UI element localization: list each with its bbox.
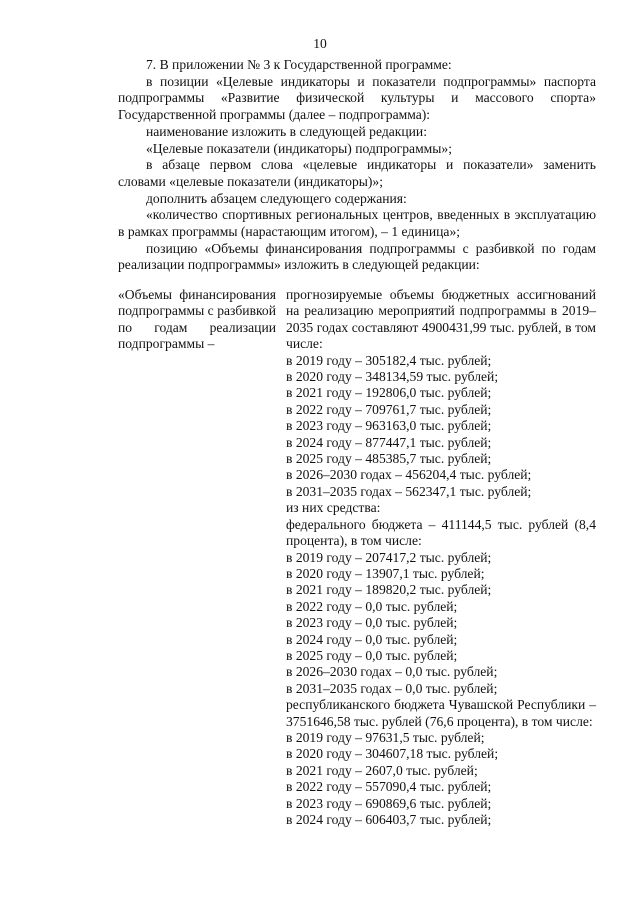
financing-passport-table: [118, 287, 596, 828]
financing-line: в 2024 году – 606403,7 тыс. рублей;: [286, 812, 492, 827]
financing-line: в 2026–2030 годах – 0,0 тыс. рублей;: [286, 664, 498, 680]
financing-line: в 2019 году – 305182,4 тыс. рублей;: [286, 352, 492, 368]
paragraph: позицию «Объемы финансирования подпрограммы с разбивкой по годам реализации подпрограммы» изложить в следующей редакции:: [118, 240, 596, 273]
financing-line: прогнозируемые объемы бюджетных ассигнований на реализацию мероприятий подпрограммы в 2019–2035 годах составляют 4900431,99 тыс. рублей, в том числе:: [286, 287, 596, 352]
financing-line: в 2024 году – 0,0 тыс. рублей;: [286, 631, 458, 647]
financing-line: в 2020 году – 13907,1 тыс. рублей;: [286, 565, 485, 581]
financing-line: в 2021 году – 2607,0 тыс. рублей;: [286, 762, 478, 778]
financing-line: в 2025 году – 485385,7 тыс. рублей;: [286, 451, 492, 467]
financing-line: в 2024 году – 877447,1 тыс. рублей;: [286, 434, 492, 450]
paragraph: дополнить абзацем следующего содержания:: [146, 190, 407, 206]
financing-line: в 2020 году – 304607,18 тыс. рублей;: [286, 746, 499, 762]
amendment-text: [118, 57, 596, 274]
financing-line: в 2031–2035 годах – 562347,1 тыс. рублей;: [286, 483, 532, 499]
financing-line: в 2023 году – 963163,0 тыс. рублей;: [286, 418, 492, 434]
financing-line: в 2023 году – 690869,6 тыс. рублей;: [286, 795, 492, 811]
paragraph: наименование изложить в следующей редакции:: [146, 123, 427, 139]
financing-line: в 2023 году – 0,0 тыс. рублей;: [286, 615, 458, 631]
financing-line: в 2022 году – 557090,4 тыс. рублей;: [286, 779, 492, 795]
financing-line: в 2031–2035 годах – 0,0 тыс. рублей;: [286, 680, 498, 696]
paragraph: в позиции «Целевые индикаторы и показатели подпрограммы» паспорта подпрограммы «Развитие физической культуры и массового спорта» Государственной программы (далее – подпрограмма):: [118, 73, 596, 123]
page-number: 10: [313, 36, 327, 51]
financing-line: в 2025 году – 0,0 тыс. рублей;: [286, 647, 458, 663]
financing-line: в 2019 году – 97631,5 тыс. рублей;: [286, 729, 485, 745]
paragraph: 7. В приложении № 3 к Государственной программе:: [146, 57, 452, 72]
passport-label: «Объемы финансирования подпрограммы с разбивкой по годам реализации подпрограммы –: [118, 287, 276, 352]
financing-line: в 2020 году – 348134,59 тыс. рублей;: [286, 369, 499, 385]
financing-line: федерального бюджета – 411144,5 тыс. рублей (8,4 процента), в том числе:: [286, 516, 596, 549]
paragraph: в абзаце первом слова «целевые индикаторы и показатели» заменить словами «целевые показатели (индикаторы)»;: [118, 157, 596, 189]
financing-line: из них средства:: [286, 500, 381, 516]
financing-line: в 2022 году – 709761,7 тыс. рублей;: [286, 401, 492, 417]
financing-line: республиканского бюджета Чувашской Республики – 3751646,58 тыс. рублей (76,6 процента), в том числе:: [286, 697, 596, 729]
financing-line: в 2021 году – 192806,0 тыс. рублей;: [286, 385, 492, 401]
paragraph: «Целевые показатели (индикаторы) подпрограммы»;: [146, 140, 452, 156]
financing-line: в 2022 году – 0,0 тыс. рублей;: [286, 598, 458, 614]
financing-line: в 2021 году – 189820,2 тыс. рублей;: [286, 582, 492, 598]
paragraph: «количество спортивных региональных центров, введенных в эксплуатацию в рамках программы (нарастающим итогом), – 1 единица»;: [118, 207, 596, 240]
financing-line: в 2019 году – 207417,2 тыс. рублей;: [286, 549, 492, 565]
passport-value: [286, 287, 596, 828]
financing-line: в 2026–2030 годах – 456204,4 тыс. рублей;: [286, 467, 532, 483]
